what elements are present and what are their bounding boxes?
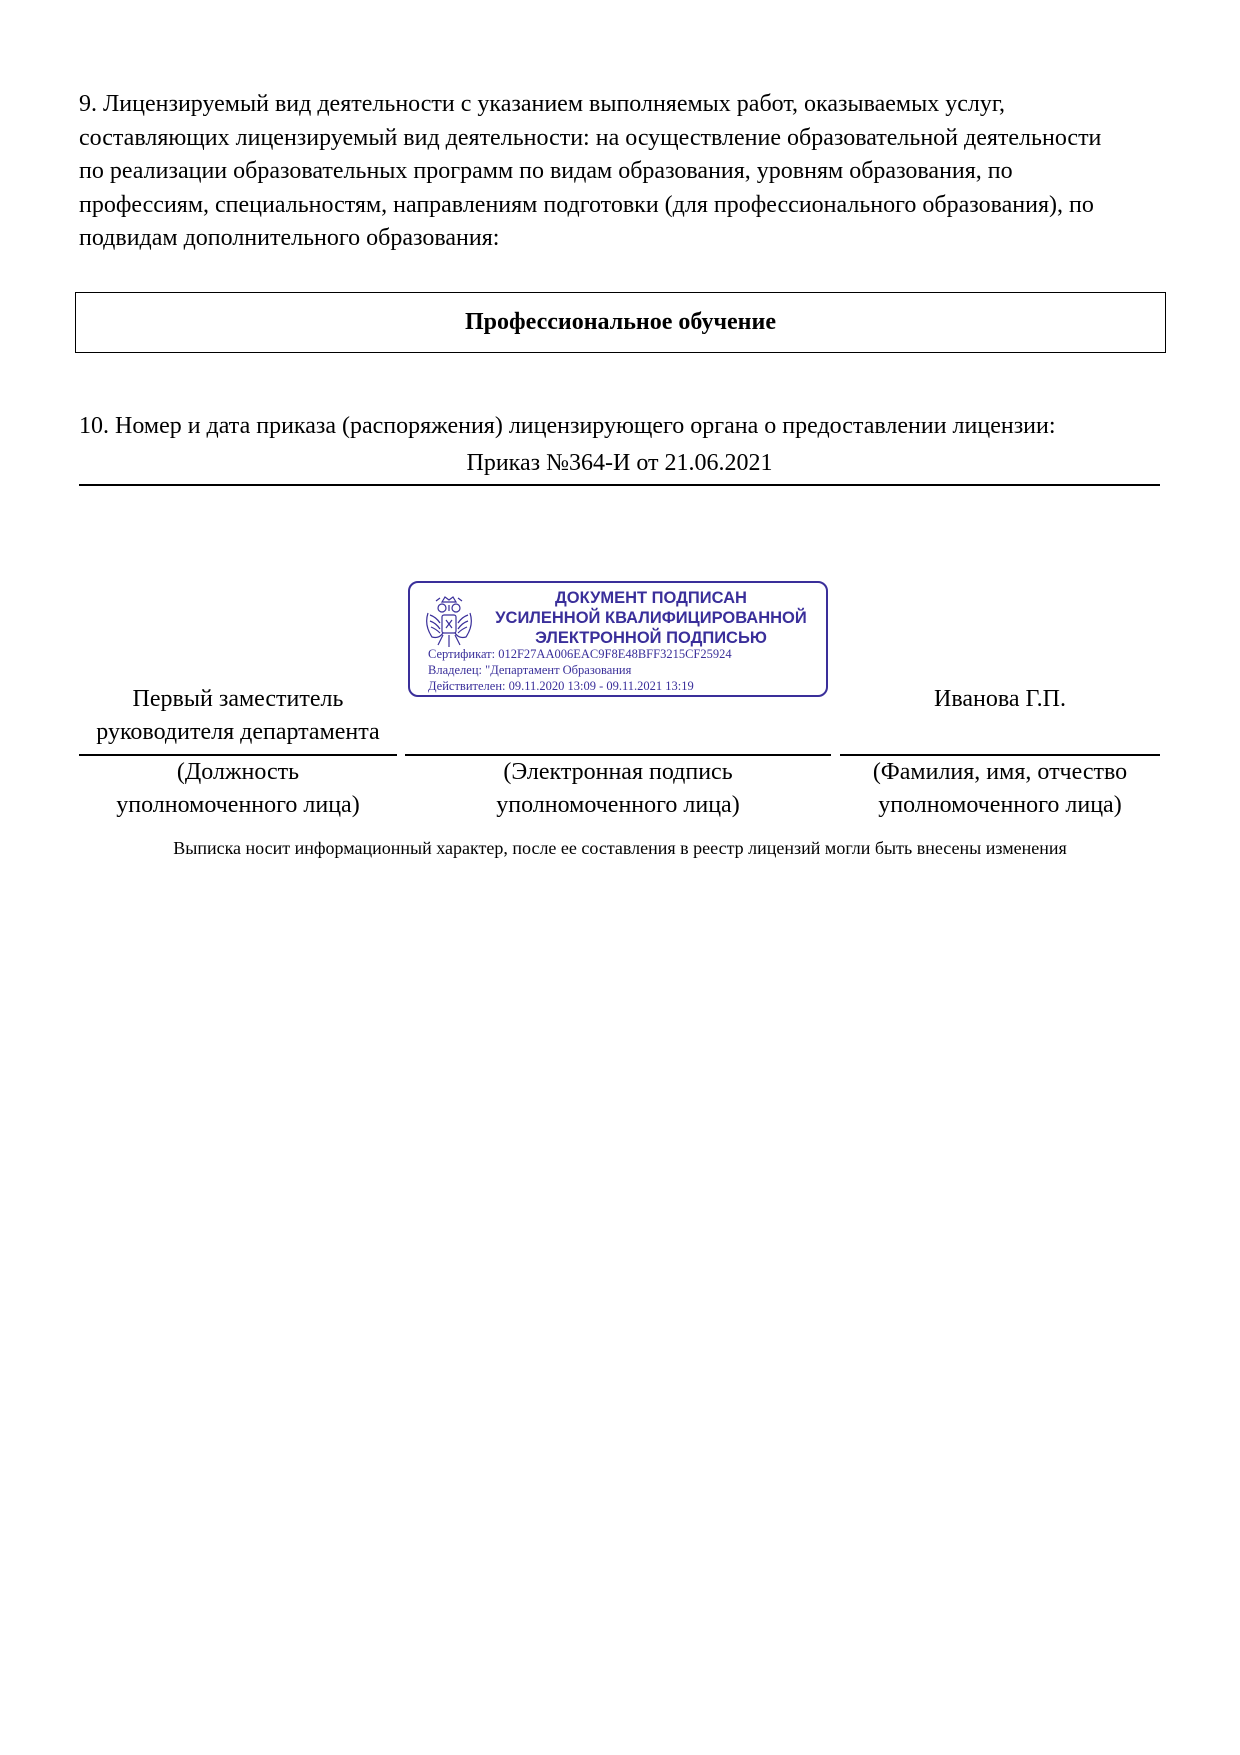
caption-name-line-2: уполномоченного лица) bbox=[878, 792, 1122, 818]
stamp-heading bbox=[476, 588, 826, 648]
caption-position-line-2: уполномоченного лица) bbox=[116, 792, 360, 818]
stamp-validity: Действителен: 09.11.2020 13:09 - 09.11.2021 13:19 bbox=[428, 679, 694, 693]
signer-position-line-2: руководителя департамента bbox=[96, 719, 380, 745]
disclaimer-footnote: Выписка носит информационный характер, после ее составления в реестр лицензий могли быть внесены изменения bbox=[173, 838, 1067, 858]
stamp-heading-line-2: УСИЛЕННОЙ КВАЛИФИЦИРОВАННОЙ bbox=[495, 609, 807, 627]
caption-name-line-1: (Фамилия, имя, отчество bbox=[872, 759, 1128, 785]
caption-e-signature bbox=[405, 756, 831, 822]
order-number-date: Приказ №364-И от 21.06.2021 bbox=[466, 450, 773, 476]
caption-signature-line-2: уполномоченного лица) bbox=[496, 792, 740, 818]
caption-signature-line-1: (Электронная подпись bbox=[503, 759, 733, 785]
caption-name bbox=[840, 756, 1160, 822]
coat-of-arms-icon bbox=[420, 593, 478, 651]
stamp-details bbox=[428, 646, 818, 694]
stamp-certificate: Сертификат: 012F27AA006EAC9F8E48BFF3215CF25924 bbox=[428, 647, 732, 661]
stamp-heading-line-1: ДОКУМЕНТ ПОДПИСАН bbox=[555, 589, 747, 607]
stamp-heading-line-3: ЭЛЕКТРОННОЙ ПОДПИСЬЮ bbox=[535, 629, 767, 647]
electronic-signature-stamp bbox=[408, 581, 828, 697]
section-9-text: 9. Лицензируемый вид деятельности с указанием выполняемых работ, оказываемых услуг, составляющих лицензируемый вид деятельности: на осуществление образовательной деятельности по реализации образовательных программ по видам образования, уровням образования, по профессиям, специальностям, направлениям подготовки (для профессионального образования), по подвидам дополнительного образования: bbox=[79, 91, 1102, 251]
signer-name: Иванова Г.П. bbox=[933, 686, 1066, 712]
caption-position bbox=[79, 756, 397, 822]
signer-position bbox=[79, 683, 397, 749]
caption-position-line-1: (Должность bbox=[176, 759, 300, 785]
licensed-activity-box bbox=[75, 292, 1166, 353]
stamp-owner: Владелец: "Департамент Образования bbox=[428, 663, 632, 677]
licensed-activity-value: Профессиональное обучение bbox=[465, 309, 776, 335]
section-10-text: 10. Номер и дата приказа (распоряжения) лицензирующего органа о предоставлении лицензии: bbox=[79, 413, 1056, 439]
signer-position-line-1: Первый заместитель bbox=[132, 686, 344, 712]
order-underline bbox=[79, 484, 1160, 486]
